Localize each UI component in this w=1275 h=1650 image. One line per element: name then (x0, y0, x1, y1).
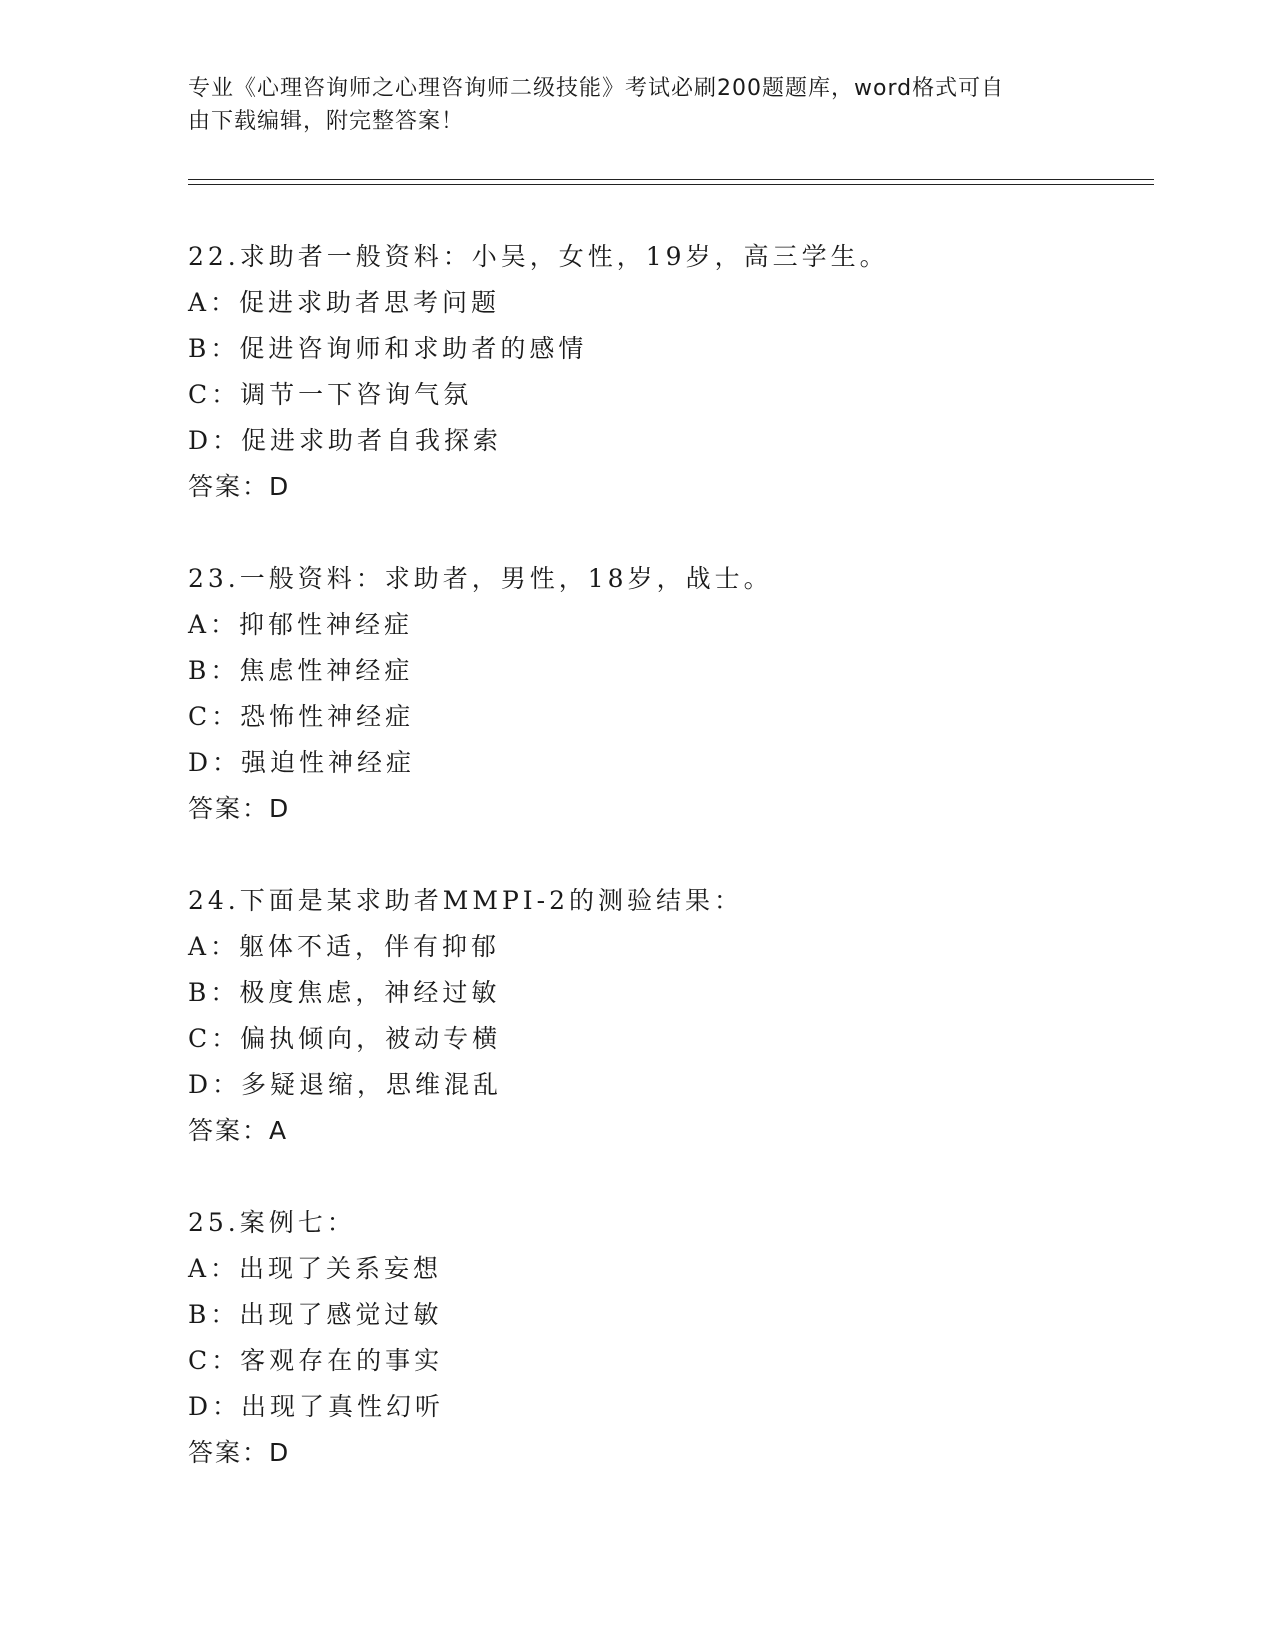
option-c: C：偏执倾向，被动专横 (188, 1024, 502, 1053)
header-line-2: 由下载编辑，附完整答案！ (188, 109, 465, 134)
question-25 (188, 1200, 1148, 1476)
answer: 答案：D (188, 1438, 291, 1467)
question-stem: 25.案例七： (188, 1208, 356, 1237)
question-stem: 23.一般资料：求助者，男性，18岁，战士。 (188, 564, 773, 593)
answer: 答案：D (188, 472, 291, 501)
option-d: D：多疑退缩，思维混乱 (188, 1070, 503, 1099)
option-c: C：调节一下咨询气氛 (188, 380, 473, 409)
header-divider-bottom (188, 184, 1154, 185)
option-d: D：强迫性神经症 (188, 748, 416, 777)
question-stem: 24.下面是某求助者MMPI-2的测验结果： (188, 886, 744, 915)
header-divider-top (188, 179, 1154, 180)
option-b: B：出现了感觉过敏 (188, 1300, 443, 1329)
question-stem: 22.求助者一般资料：小吴，女性，19岁，高三学生。 (188, 242, 889, 271)
option-b: B：极度焦虑，神经过敏 (188, 978, 501, 1007)
option-b: B：促进咨询师和求助者的感情 (188, 334, 588, 363)
question-23 (188, 556, 1148, 832)
option-d: D：出现了真性幻听 (188, 1392, 445, 1421)
document-header (188, 72, 1088, 138)
answer: 答案：A (188, 1116, 289, 1145)
option-c: C：客观存在的事实 (188, 1346, 444, 1375)
question-24 (188, 878, 1148, 1154)
header-line-1: 专业《心理咨询师之心理咨询师二级技能》考试必刷200题题库，word格式可自 (188, 76, 1005, 101)
option-a: A：出现了关系妄想 (188, 1254, 443, 1283)
question-22 (188, 234, 1148, 510)
option-d: D：促进求助者自我探索 (188, 426, 503, 455)
option-a: A：躯体不适，伴有抑郁 (188, 932, 501, 961)
option-c: C：恐怖性神经症 (188, 702, 415, 731)
option-a: A：抑郁性神经症 (188, 610, 414, 639)
answer: 答案：D (188, 794, 291, 823)
option-a: A：促进求助者思考问题 (188, 288, 501, 317)
option-b: B：焦虑性神经症 (188, 656, 414, 685)
